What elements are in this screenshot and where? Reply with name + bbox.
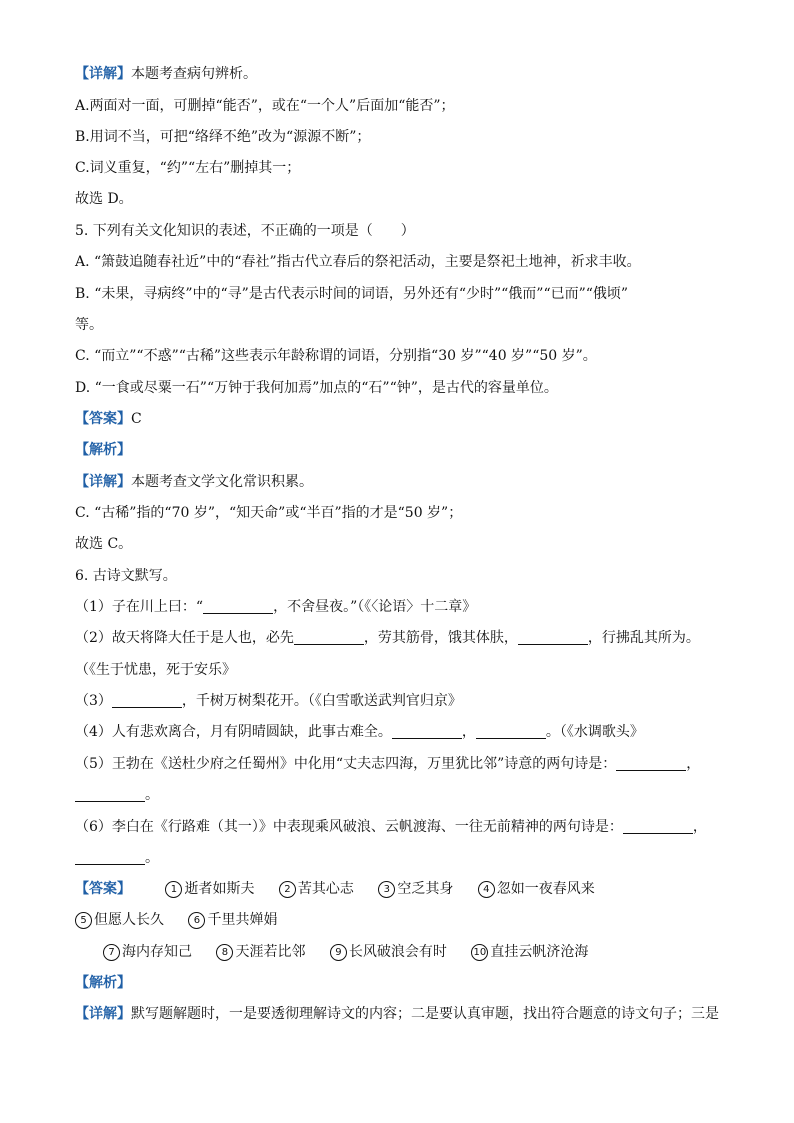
- answers-line-3: [103, 942, 608, 962]
- analysis-line-2: [75, 973, 131, 993]
- blank: [75, 787, 145, 802]
- answer-item: [279, 879, 354, 899]
- answer-item-text: 忽如一夜春风来: [496, 881, 595, 897]
- item-text: （5）王勃在《送杜少府之任蜀州》中化用“丈夫志四海，万里犹比邻”诗意的两句诗是：: [75, 756, 617, 772]
- question-6-item-3: [75, 691, 462, 711]
- item-text: 。（《水调歌头》: [545, 724, 644, 740]
- answer-item-text: 空乏其身: [397, 881, 454, 897]
- item-text: ，: [692, 819, 707, 835]
- answer-tag: 【答案】: [75, 881, 131, 897]
- option-a-explanation: A.两面对一面，可删掉“能否”，或在“一个人”后面加“能否”；: [75, 98, 455, 114]
- question-6-item-2-source: （《生于忧患，死于安乐》: [75, 662, 236, 678]
- detail-tag: 【详解】: [75, 474, 131, 490]
- answer-item: [478, 879, 595, 899]
- blank: [75, 850, 145, 865]
- item-text: 。: [145, 850, 159, 866]
- question-5-option-d: D. “一食或尽粟一石”“万钟于我何加焉”加点的“石”“钟”，是古代的容量单位。: [75, 380, 558, 396]
- circled-number-icon: 2: [279, 881, 296, 898]
- answer-item: [75, 910, 164, 930]
- answer-item: [103, 942, 192, 962]
- question-5-option-b-cont: 等。: [75, 317, 103, 333]
- option-c-analysis: C. “古稀”指的“70 岁”，“知天命”或“半百”指的才是“50 岁”；: [75, 505, 463, 521]
- item-text: （1）子在川上曰：“: [75, 599, 204, 615]
- answer-item: [471, 942, 588, 962]
- item-text: ，: [686, 756, 701, 772]
- question-5-option-b: B. “未果，寻病终”中的“寻”是古代表示时间的词语，另外还有“少时”“俄而”“已而”“俄顷”: [75, 286, 629, 302]
- answer-item-text: 逝者如斯夫: [184, 881, 255, 897]
- question-6-item-5-cont: [75, 785, 159, 805]
- answers-line-2: [75, 910, 297, 930]
- option-b-explanation: B.用词不当，可把“络绎不绝”改为“源源不断”；: [75, 129, 371, 145]
- question-6-item-6-cont: [75, 848, 159, 868]
- answer-item: [165, 879, 254, 899]
- circled-number-icon: 10: [471, 944, 488, 961]
- question-6-item-1: [75, 597, 476, 617]
- blank: [203, 599, 273, 614]
- analysis-tag: 【解析】: [75, 975, 131, 991]
- item-text: ，劳其筋骨，饿其体肤，: [363, 630, 518, 646]
- answer-item-text: 千里共婵娟: [207, 912, 278, 928]
- circled-number-icon: 5: [75, 912, 92, 929]
- answer-item: [216, 942, 305, 962]
- item-text: ，千树万树梨花开。（《白雪歌送武判官归京》: [181, 693, 462, 709]
- blank: [616, 756, 686, 771]
- answer-tag: 【答案】: [75, 411, 131, 427]
- question-6-stem: 6. 古诗文默写。: [75, 568, 177, 584]
- question-5-stem: 5. 下列有关文化知识的表述，不正确的一项是（ ）: [75, 223, 415, 239]
- question-5-option-c: C. “而立”“不惑”“古稀”这些表示年龄称谓的词语，分别指“30 岁”“40 岁”“50 岁”。: [75, 348, 597, 364]
- item-text: （4）人有悲欢离合，月有阴晴圆缺，此事古难全。: [75, 724, 392, 740]
- detail-line-2: [75, 472, 313, 492]
- item-text: 。: [145, 787, 159, 803]
- answer-item-text: 长风破浪会有时: [348, 944, 447, 960]
- answer-item: [188, 910, 277, 930]
- answer-item-text: 天涯若比邻: [235, 944, 306, 960]
- detail-line-1: [75, 64, 257, 84]
- answer-text: C: [131, 411, 142, 427]
- circled-number-icon: 7: [103, 944, 120, 961]
- item-text: （6）李白在《行路难（其一）》中表现乘风破浪、云帆渡海、一往无前精神的两句诗是：: [75, 819, 623, 835]
- answer-line: [75, 409, 142, 429]
- blank: [476, 724, 546, 739]
- question-6-item-6: [75, 817, 707, 837]
- answer-item-text: 苦其心志: [297, 881, 354, 897]
- answer-item-text: 海内存知己: [122, 944, 192, 960]
- circled-number-icon: 4: [478, 881, 495, 898]
- item-text: ，: [461, 724, 476, 740]
- analysis-tag: 【解析】: [75, 442, 131, 458]
- question-5-option-a: A. “箫鼓追随春社近”中的“春社”指古代立春后的祭祀活动，主要是祭祀土地神，祈求丰收。: [75, 254, 641, 270]
- blank: [294, 630, 364, 645]
- answers-line-1: [75, 879, 615, 899]
- circled-number-icon: 3: [378, 881, 395, 898]
- choose-c: 故选 C。: [75, 536, 133, 552]
- detail-text: 本题考查病句辨析。: [131, 66, 257, 82]
- answer-item: [378, 879, 453, 899]
- option-c-explanation: C.词义重复，“约”“左右”删掉其一；: [75, 160, 301, 176]
- detail-text: 默写题解题时，一是要透彻理解诗文的内容；二是要认真审题，找出符合题意的诗文句子；三是: [131, 1006, 719, 1022]
- choose-d: 故选 D。: [75, 191, 133, 207]
- item-text: ，不舍昼夜。”（《〈论语〉十二章》: [273, 599, 477, 615]
- blank: [518, 630, 588, 645]
- blank: [623, 819, 693, 834]
- item-text: （2）故天将降大任于是人也，必先: [75, 630, 294, 646]
- question-6-item-4: [75, 722, 644, 742]
- circled-number-icon: 1: [165, 881, 182, 898]
- item-text: ，行拂乱其所为。: [587, 630, 700, 646]
- circled-number-icon: 8: [216, 944, 233, 961]
- item-text: （3）: [75, 693, 112, 709]
- detail-tag: 【详解】: [75, 1006, 131, 1022]
- question-6-item-5: [75, 754, 700, 774]
- blank: [112, 693, 182, 708]
- analysis-line: [75, 440, 131, 460]
- answer-item-text: 直挂云帆济沧海: [490, 944, 589, 960]
- detail-line-3: [75, 1004, 719, 1024]
- detail-tag: 【详解】: [75, 66, 131, 82]
- answer-item-text: 但愿人长久: [94, 912, 164, 928]
- answer-item: [330, 942, 447, 962]
- detail-text: 本题考查文学文化常识积累。: [131, 474, 313, 490]
- circled-number-icon: 9: [330, 944, 347, 961]
- question-6-item-2: [75, 628, 700, 648]
- blank: [392, 724, 462, 739]
- circled-number-icon: 6: [188, 912, 205, 929]
